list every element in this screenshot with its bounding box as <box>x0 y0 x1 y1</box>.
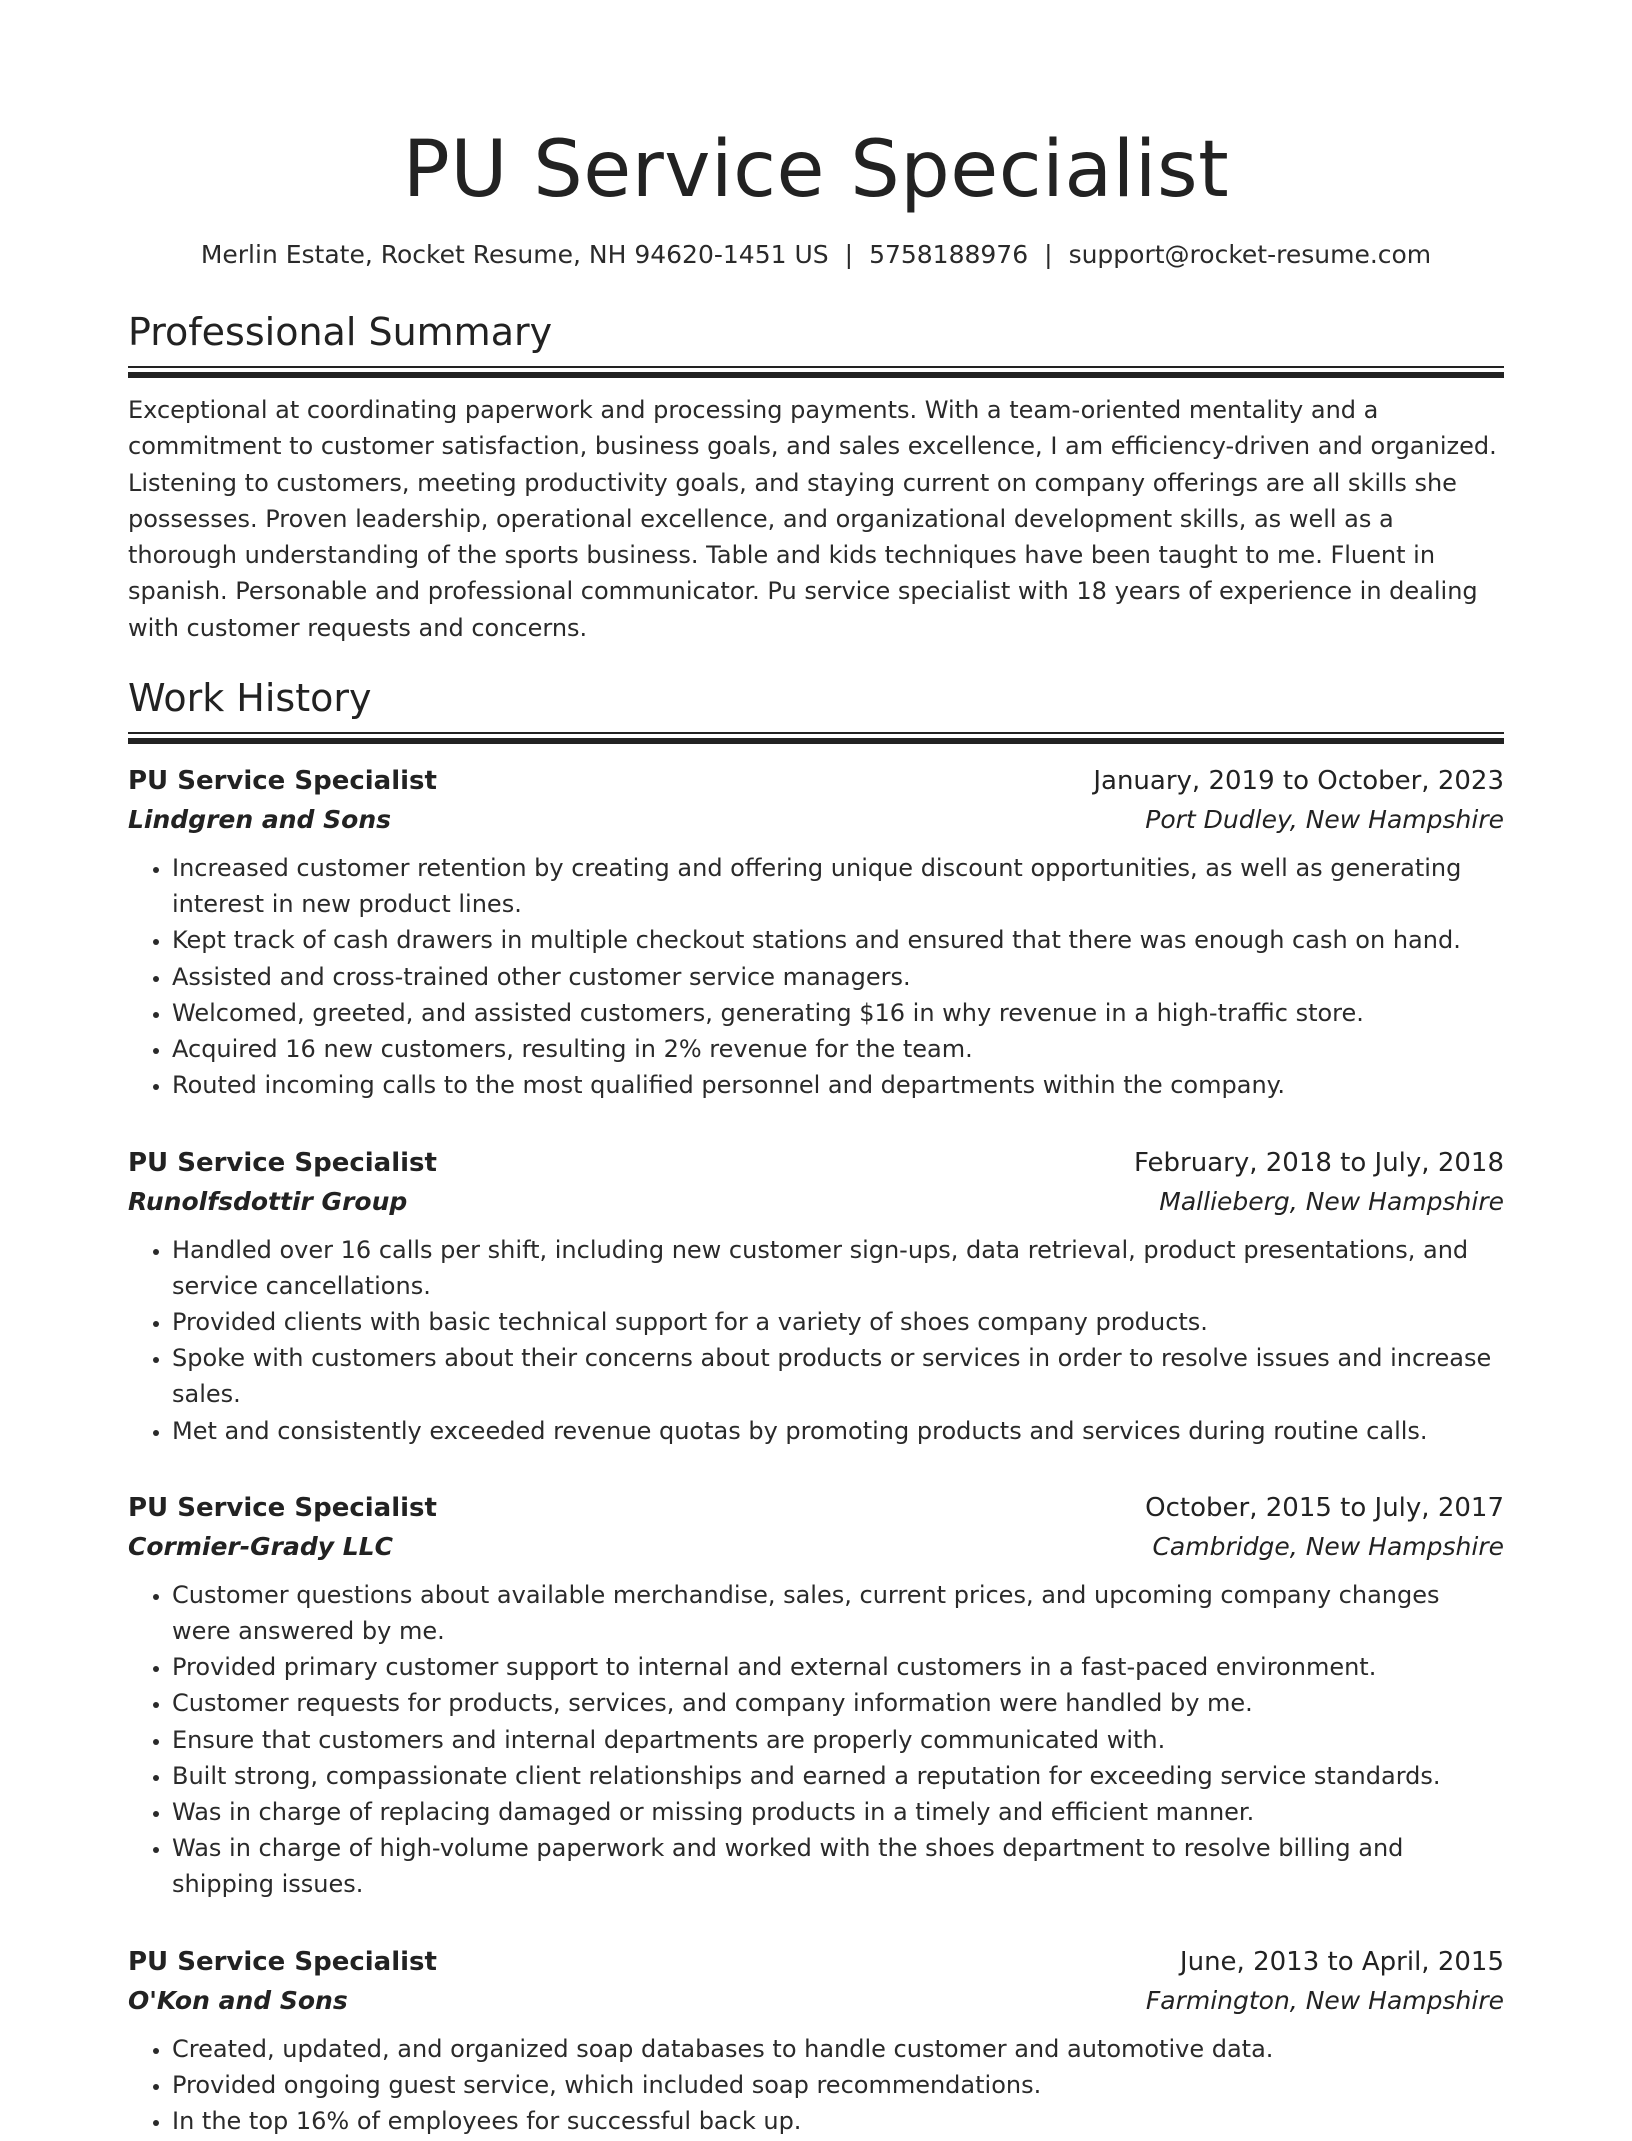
job-company: Lindgren and Sons <box>128 805 392 835</box>
job-bullet: • Increased customer retention by creating and offering unique discount opportunities, as well as generating interest in new product lines. <box>172 850 1504 922</box>
job-title: PU Service Specialist <box>128 1492 437 1523</box>
contact-address: Merlin Estate, Rocket Resume, NH 94620-1451 US <box>200 240 829 269</box>
job-bullet: • Customer questions about available merchandise, sales, current prices, and upcoming company changes were answered by me. <box>172 1577 1504 1649</box>
job-bullet: • Provided ongoing guest service, which included soap recommendations. <box>172 2067 1504 2103</box>
job-company-row <box>128 800 1504 840</box>
job-header-row <box>128 1489 1504 1527</box>
job-bullet: • Ensure that customers and internal departments are properly communicated with. <box>172 1722 1504 1758</box>
job-bullet: • Met and consistently exceeded revenue quotas by promoting products and services during routine calls. <box>172 1413 1504 1449</box>
job-entry <box>128 762 1504 1103</box>
job-bullet: • Was in charge of high-volume paperwork and worked with the shoes department to resolve billing and shipping issues. <box>172 1830 1504 1902</box>
contact-separator: | <box>1044 240 1053 269</box>
job-company: Runolfsdottir Group <box>128 1186 408 1216</box>
section-divider <box>128 366 1504 378</box>
job-header-row <box>128 762 1504 800</box>
job-title: PU Service Specialist <box>128 766 437 797</box>
job-title: PU Service Specialist <box>128 1946 437 1977</box>
job-dates: October, 2015 to July, 2017 <box>1145 1492 1504 1523</box>
contact-separator: | <box>844 240 854 269</box>
job-bullet: • Kept track of cash drawers in multiple checkout stations and ensured that there was enough cash on hand. <box>172 922 1504 958</box>
job-bullet: • Routed incoming calls to the most qualified personnel and departments within the company. <box>172 1067 1504 1103</box>
job-bullet: • Built strong, compassionate client relationships and earned a reputation for exceeding service standards. <box>172 1758 1504 1794</box>
job-company: O'Kon and Sons <box>128 1985 348 2015</box>
job-location: Mallieberg, New Hampshire <box>1159 1186 1504 1216</box>
section-title-summary: Professional Summary <box>128 310 553 354</box>
job-header-row <box>128 1943 1504 1981</box>
job-location: Port Dudley, New Hampshire <box>1145 805 1504 835</box>
resume-name: PU Service Specialist <box>402 125 1230 215</box>
job-bullet: • In the top 16% of employees for successful back up. <box>172 2103 1504 2139</box>
job-bullet-list <box>128 2031 1504 2140</box>
job-bullet: • Assisted and cross-trained other customer service managers. <box>172 959 1504 995</box>
job-company-row <box>128 1182 1504 1222</box>
job-dates: February, 2018 to July, 2018 <box>1134 1147 1504 1178</box>
job-bullet: • Provided primary customer support to internal and external customers in a fast-paced environment. <box>172 1649 1504 1685</box>
job-entry <box>128 1489 1504 1903</box>
job-bullet-list <box>128 850 1504 1103</box>
job-bullet: • Provided clients with basic technical support for a variety of shoes company products. <box>172 1304 1504 1340</box>
section-divider <box>128 732 1504 744</box>
job-bullet: • Customer requests for products, services, and company information were handled by me. <box>172 1685 1504 1721</box>
job-dates: January, 2019 to October, 2023 <box>1093 766 1504 797</box>
job-dates: June, 2013 to April, 2015 <box>1179 1946 1504 1977</box>
job-entry <box>128 1144 1504 1449</box>
contact-line <box>128 238 1504 272</box>
section-title-work-history: Work History <box>128 676 372 721</box>
contact-email: support@rocket-resume.com <box>1068 240 1432 269</box>
job-company-row <box>128 1981 1504 2021</box>
job-bullet: • Welcomed, greeted, and assisted customers, generating $16 in why revenue in a high-traffic store. <box>172 995 1504 1031</box>
job-company: Cormier-Grady LLC <box>128 1531 393 1561</box>
job-bullet-list <box>128 1232 1504 1449</box>
job-title: PU Service Specialist <box>128 1147 437 1178</box>
summary-text: Exceptional at coordinating paperwork and processing payments. With a team-oriented mentality and a commitment to customer satisfaction, business goals, and sales excellence, I am efficiency-driven and organized. Listening to customers, meeting productivity goals, and staying current on company offerings are all skills she possesses. Proven leadership, operational excellence, and organizational development skills, as well as a thorough understanding of the sports business. Table and kids techniques have been taught to me. Fluent in spanish. Personable and professional communicator. Pu service specialist with 18 years of experience in dealing with customer requests and concerns. <box>128 396 1497 642</box>
job-bullet: • Spoke with customers about their concerns about products or services in order to resolve issues and increase sales. <box>172 1340 1504 1412</box>
job-bullet: • Handled over 16 calls per shift, including new customer sign-ups, data retrieval, product presentations, and service cancellations. <box>172 1232 1504 1304</box>
job-bullet: • Acquired 16 new customers, resulting in 2% revenue for the team. <box>172 1031 1504 1067</box>
job-bullet: • Was in charge of replacing damaged or missing products in a timely and efficient manner. <box>172 1794 1504 1830</box>
job-location: Farmington, New Hampshire <box>1145 1985 1504 2015</box>
contact-phone: 5758188976 <box>869 240 1029 269</box>
job-header-row <box>128 1144 1504 1182</box>
job-company-row <box>128 1527 1504 1567</box>
professional-summary-section <box>128 306 1504 646</box>
work-history-section <box>128 672 1504 2139</box>
job-location: Cambridge, New Hampshire <box>1152 1531 1504 1561</box>
job-entry <box>128 1943 1504 2140</box>
job-bullet-list <box>128 1577 1504 1903</box>
job-bullet: • Created, updated, and organized soap databases to handle customer and automotive data. <box>172 2031 1504 2067</box>
